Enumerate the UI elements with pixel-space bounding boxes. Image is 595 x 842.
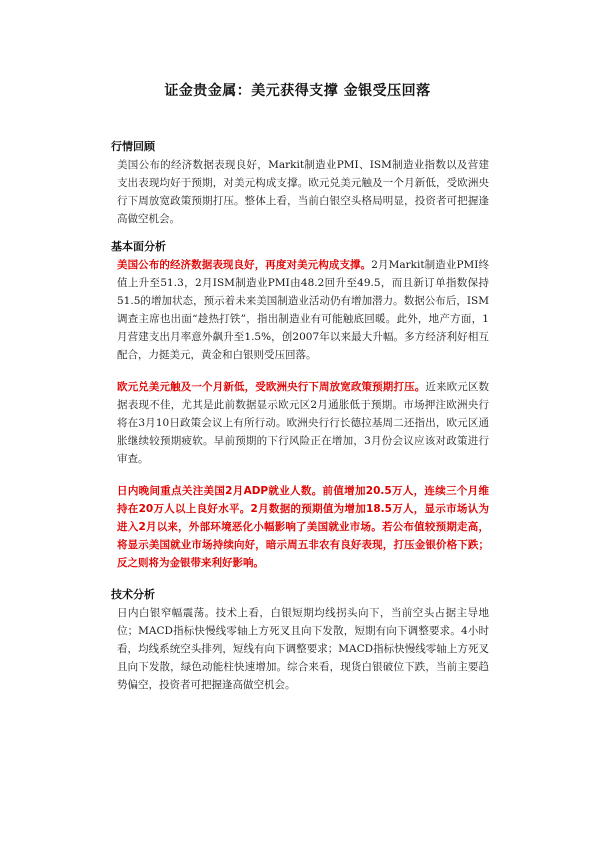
section-market-review: [111, 138, 489, 228]
document-title: 证金贵金属：美元获得支撑 金银受压回落: [164, 83, 431, 99]
fundamentals-paragraph-2-body: 近来欧元区数据表现不佳，尤其是此前数据显示欧元区2月通胀低于预期。市场押注欧洲央行将在3月10日政策会议上有所行动。欧洲央行行长德拉基周二还指出，欧元区通胀继续较预期疲软。早前预期的下行风险正在增加，3月份会议应该对政策进行审查。: [117, 381, 490, 465]
technical-paragraph: 日内白银窄幅震荡。技术上看，白银短期均线拐头向下，当前空头占据主导地位；MACD指标快慢线零轴上方死叉且向下发散，短期有向下调整要求。4小时看，均线系统空头排列，短线有向下调整要求；MACD指标快慢线零轴上方死叉且向下发散，绿色动能柱快速增加。综合来看，现货白银破位下跌，当前主要趋势偏空，投资者可把握逢高做空机会。: [117, 607, 489, 691]
section-technical: [111, 586, 489, 694]
market-review-paragraph: 美国公布的经济数据表现良好，Markit制造业PMI、ISM制造业指数以及营建支出表现均好于预期，对美元构成支撑。欧元兑美元触及一个月新低，受欧洲央行下周放宽政策预期打压。整体上看，当前白银空头格局明显，投资者可把握逢高做空机会。: [117, 159, 489, 225]
section-fundamentals: [111, 238, 490, 572]
section-heading-market-review: 行情回顾: [111, 140, 155, 153]
fundamentals-paragraph-2-lead: 欧元兑美元触及一个月新低，受欧洲央行下周放宽政策预期打压。: [117, 381, 426, 393]
section-heading-fundamentals: 基本面分析: [111, 240, 166, 253]
fundamentals-paragraph-2: [117, 378, 489, 468]
fundamentals-paragraph-1: [117, 256, 489, 364]
fundamentals-paragraph-1-lead: 美国公布的经济数据表现良好，再度对美元构成支撑。: [117, 259, 372, 271]
section-heading-technical: 技术分析: [111, 588, 155, 601]
fundamentals-paragraph-3: 日内晚间重点关注美国2月ADP就业人数。前值增加20.5万人，连续三个月维持在20万人以上良好水平。2月数据的预期值为增加18.5万人，显示市场认为进入2月以来，外部环境恶化小幅影响了美国就业市场。若公布值较预期走高，将显示美国就业市场持续向好，暗示周五非农有良好表现，打压金银价格下跌；反之则将为金银带来利好影响。: [117, 485, 489, 569]
document-body: [111, 138, 490, 694]
fundamentals-paragraph-1-body: 2月Markit制造业PMI终值上升至51.3，2月ISM制造业PMI由48.2回升至49.5，而且新订单指数保持51.5的增加状态，预示着未来美国制造业活动仍有增加潜力。数据公布后，ISM调查主席也出面“趁热打铁”，指出制造业有可能触底回暖。此外，地产方面，1月营建支出月率意外飙升至1.5%，创2007年以来最大升幅。多方经济利好相互配合，力挺美元，黄金和白银则受压回落。: [117, 259, 489, 361]
